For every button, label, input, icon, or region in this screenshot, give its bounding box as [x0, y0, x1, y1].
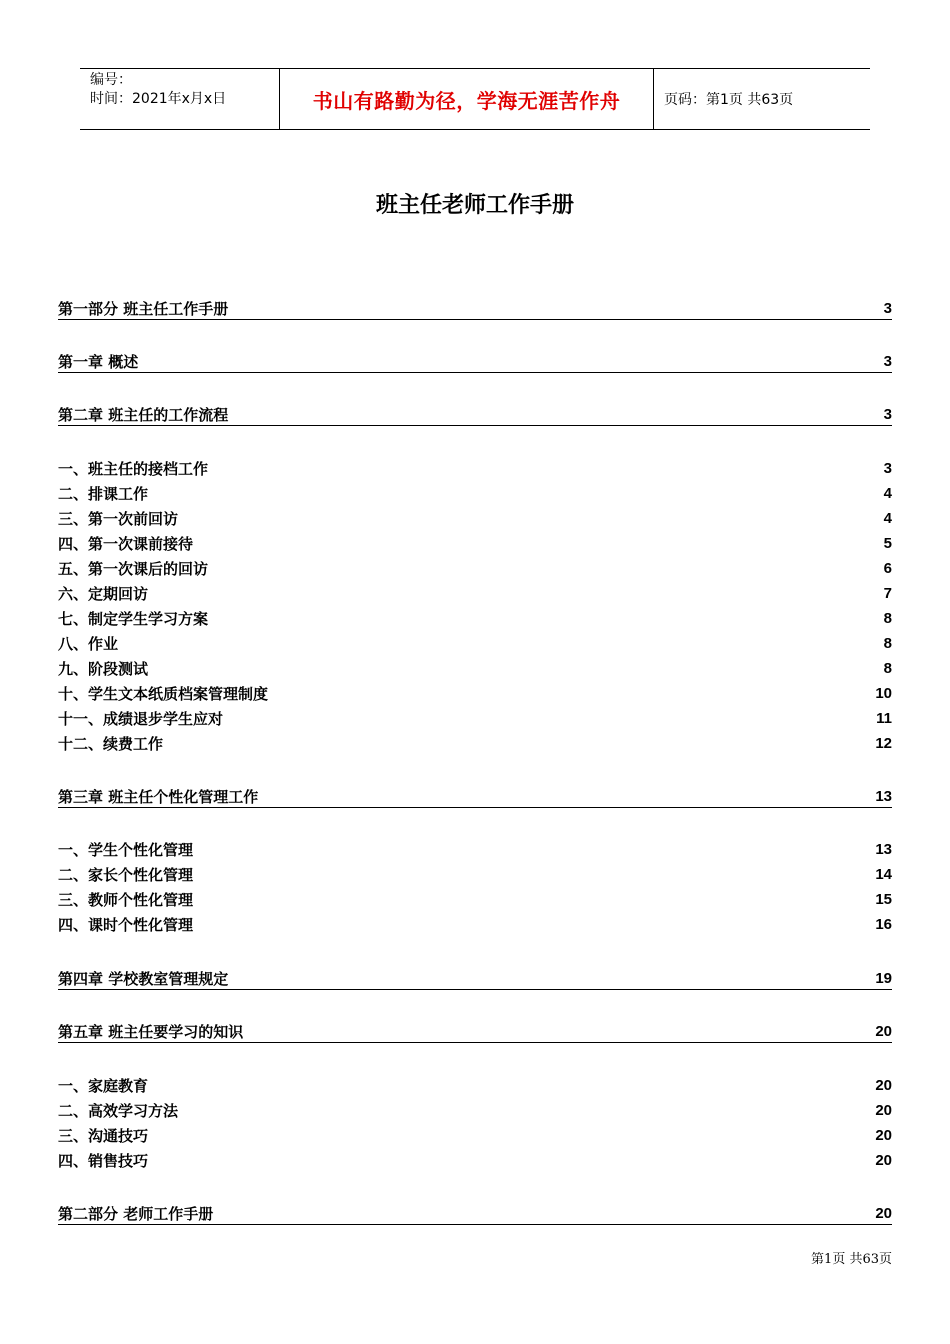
- toc-entry-page: 20: [875, 1102, 892, 1119]
- toc-entry-label: 第二章 班主任的工作流程: [58, 406, 229, 424]
- toc-entry[interactable]: [58, 1074, 892, 1096]
- toc-entry[interactable]: [58, 863, 892, 885]
- toc-entry-label: 四、课时个性化管理: [58, 916, 194, 934]
- header-meta: [80, 69, 280, 129]
- toc-chapter-entry[interactable]: [58, 403, 892, 426]
- toc-entry-page: 3: [883, 353, 892, 370]
- toc-entry[interactable]: [58, 582, 892, 604]
- toc-entry[interactable]: [58, 557, 892, 579]
- toc-entry-label: 二、排课工作: [58, 485, 149, 503]
- toc-entry-page: 4: [883, 510, 892, 527]
- toc-entry-page: 8: [883, 660, 892, 677]
- toc-entry[interactable]: [58, 457, 892, 479]
- header-motto: 书山有路勤为径，学海无涯苦作舟: [280, 69, 654, 129]
- toc-entry-label: 二、家长个性化管理: [58, 866, 194, 884]
- toc-chapter-entry[interactable]: [58, 785, 892, 808]
- toc-entry[interactable]: [58, 657, 892, 679]
- toc-entry-page: 13: [875, 788, 892, 805]
- toc-entry-label: 第一章 概述: [58, 353, 139, 371]
- toc-entry-label: 第四章 学校教室管理规定: [58, 970, 229, 988]
- toc-entry-label: 五、第一次课后的回访: [58, 560, 209, 578]
- toc-entry-label: 九、阶段测试: [58, 660, 149, 678]
- toc-entry-page: 4: [883, 485, 892, 502]
- toc-entry-label: 一、学生个性化管理: [58, 841, 194, 859]
- toc-entry[interactable]: [58, 632, 892, 654]
- toc-entry[interactable]: [58, 607, 892, 629]
- toc-entry-label: 十二、续费工作: [58, 735, 164, 753]
- toc-entry-page: 3: [883, 460, 892, 477]
- page-header: [80, 68, 870, 130]
- toc-entry-page: 14: [875, 866, 892, 883]
- toc-entry-page: 13: [875, 841, 892, 858]
- toc-entry-page: 20: [875, 1205, 892, 1222]
- toc-entry[interactable]: [58, 913, 892, 935]
- toc-entry[interactable]: [58, 707, 892, 729]
- toc-entry-page: 15: [875, 891, 892, 908]
- toc-entry[interactable]: [58, 1099, 892, 1121]
- toc-entry-page: 10: [875, 685, 892, 702]
- toc-entry-label: 四、第一次课前接待: [58, 535, 194, 553]
- toc-entry-label: 第一部分 班主任工作手册: [58, 300, 229, 318]
- toc-entry[interactable]: [58, 838, 892, 860]
- toc-entry-page: 16: [875, 916, 892, 933]
- toc-chapter-entry[interactable]: [58, 350, 892, 373]
- toc-entry[interactable]: [58, 732, 892, 754]
- toc-entry-page: 11: [876, 710, 892, 727]
- toc-entry-label: 八、作业: [58, 635, 119, 653]
- toc-entry-label: 第三章 班主任个性化管理工作: [58, 788, 259, 806]
- document-title: 班主任老师工作手册: [375, 193, 574, 218]
- toc-entry-label: 一、家庭教育: [58, 1077, 149, 1095]
- toc-entry[interactable]: [58, 1124, 892, 1146]
- toc-entry-label: 十一、成绩退步学生应对: [58, 710, 224, 728]
- toc-entry-page: 7: [883, 585, 892, 602]
- toc-entry[interactable]: [58, 682, 892, 704]
- toc-entry-label: 第五章 班主任要学习的知识: [58, 1023, 244, 1041]
- toc-entry-label: 二、高效学习方法: [58, 1102, 179, 1120]
- toc-entry-label: 三、教师个性化管理: [58, 891, 194, 909]
- toc-entry-page: 20: [875, 1152, 892, 1169]
- toc-entry-page: 8: [883, 610, 892, 627]
- toc-entry-label: 第二部分 老师工作手册: [58, 1205, 214, 1223]
- toc-entry-page: 20: [875, 1127, 892, 1144]
- toc-entry-label: 十、学生文本纸质档案管理制度: [58, 685, 269, 703]
- toc-entry-page: 19: [875, 970, 892, 987]
- toc-entry-page: 3: [883, 406, 892, 423]
- toc-entry-page: 5: [883, 535, 892, 552]
- toc-entry[interactable]: [58, 482, 892, 504]
- toc-entry-page: 3: [883, 300, 892, 317]
- toc-entry-page: 8: [883, 635, 892, 652]
- toc-entry-label: 六、定期回访: [58, 585, 149, 603]
- toc-chapter-entry[interactable]: [58, 297, 892, 320]
- toc-entry[interactable]: [58, 1149, 892, 1171]
- id-label: 编号：: [90, 72, 132, 88]
- toc-entry-label: 三、沟通技巧: [58, 1127, 149, 1145]
- toc-entry-page: 20: [875, 1077, 892, 1094]
- time-label: 时间：2021年x月x日: [90, 91, 227, 107]
- toc-entry-page: 20: [875, 1023, 892, 1040]
- toc-entry[interactable]: [58, 507, 892, 529]
- toc-entry-label: 七、制定学生学习方案: [58, 610, 209, 628]
- toc-entry[interactable]: [58, 888, 892, 910]
- toc-entry-label: 一、班主任的接档工作: [58, 460, 209, 478]
- toc-entry-page: 12: [875, 735, 892, 752]
- toc-entry[interactable]: [58, 532, 892, 554]
- toc-chapter-entry[interactable]: [58, 1202, 892, 1225]
- toc-entry-label: 三、第一次前回访: [58, 510, 179, 528]
- toc-chapter-entry[interactable]: [58, 967, 892, 990]
- toc-entry-label: 四、销售技巧: [58, 1152, 149, 1170]
- toc-entry-page: 6: [883, 560, 892, 577]
- header-page-info: 页码：第1页 共63页: [664, 92, 794, 108]
- toc-chapter-entry[interactable]: [58, 1020, 892, 1043]
- page-footer: 第1页 共63页: [811, 1252, 892, 1267]
